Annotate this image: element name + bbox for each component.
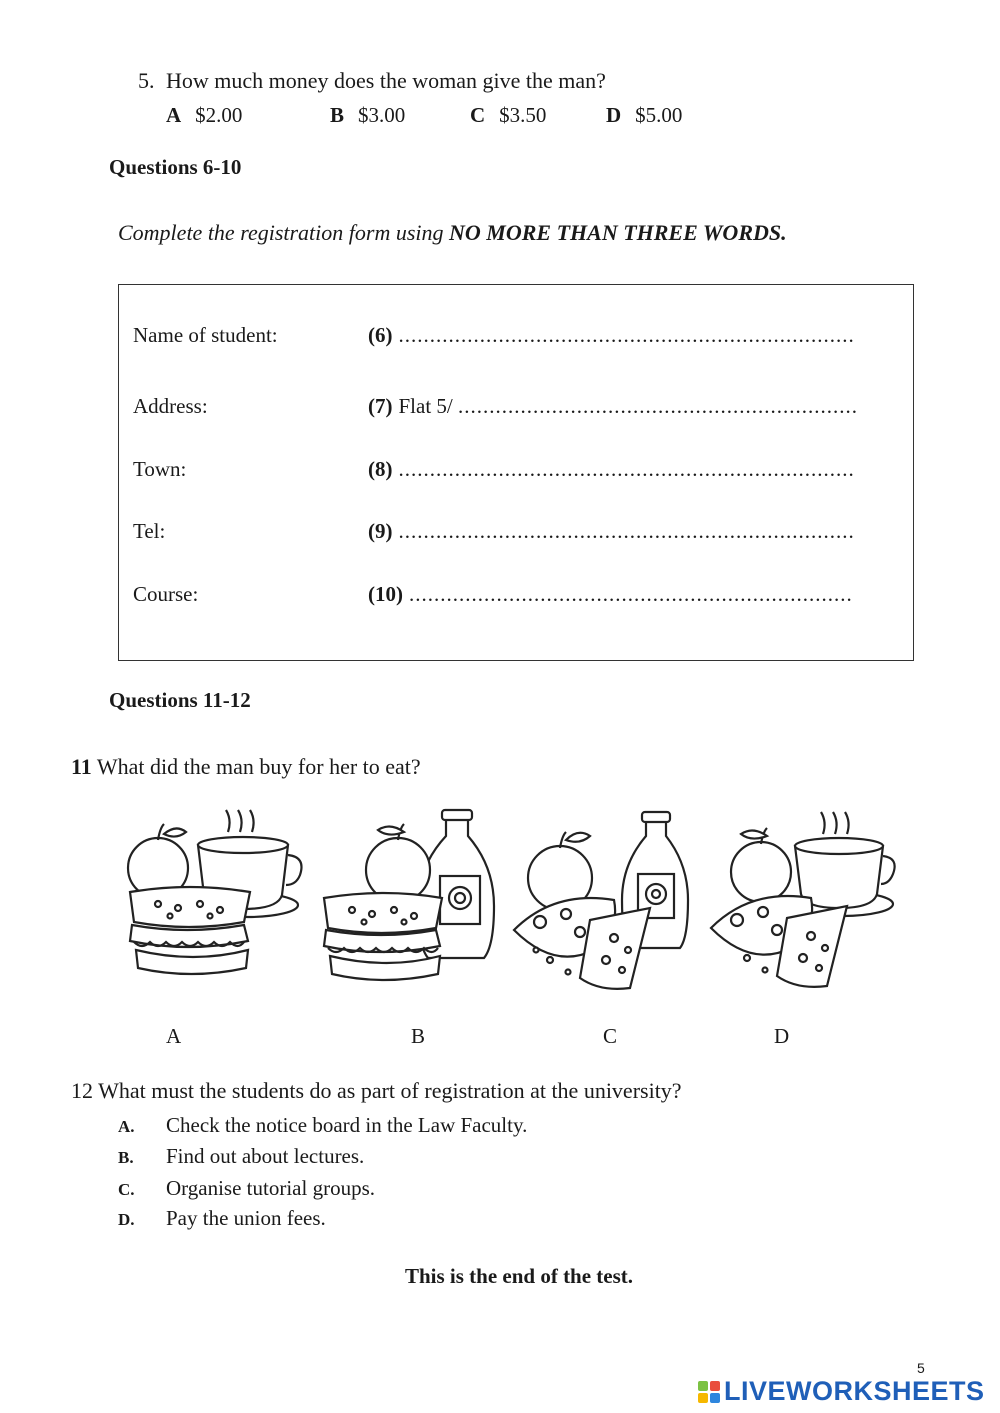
q5-option-b[interactable] — [330, 103, 405, 128]
apple-drink-pizza-icon[interactable] — [510, 800, 700, 1000]
answer-blank: ......................................................................... — [398, 519, 855, 543]
picture-label-d: D — [774, 1024, 790, 1048]
field-prefill: Flat 5/ — [398, 394, 453, 418]
section-title-6-10: Questions 6-10 — [109, 155, 242, 179]
option-letter: A — [166, 103, 182, 127]
option-letter: B — [330, 103, 345, 127]
q11-stem — [71, 754, 421, 780]
liveworksheets-logo-icon — [697, 1380, 721, 1404]
q12-option-c[interactable]: Organise tutorial groups. — [166, 1176, 375, 1200]
picture-label-b: B — [411, 1024, 426, 1048]
option-letter: D — [606, 103, 622, 127]
answer-blank: ......................................................................... — [398, 323, 855, 347]
q12-option-d[interactable]: Pay the union fees. — [166, 1206, 326, 1230]
picture-label-a: A — [166, 1024, 182, 1048]
q5-stem — [138, 68, 606, 94]
field-number: (10) — [368, 582, 403, 606]
option-text: $5.00 — [635, 103, 683, 127]
form-label-address: Address: — [133, 394, 208, 418]
option-text: $2.00 — [195, 103, 243, 127]
field-number: (9) — [368, 519, 393, 543]
apple-tea-pizza-icon[interactable] — [705, 800, 900, 1000]
q5-option-a[interactable] — [166, 103, 242, 128]
q11-number: 11 — [71, 754, 92, 779]
answer-blank: ....................................................................... — [409, 582, 853, 606]
q12-option-c-letter: C. — [118, 1180, 135, 1199]
apple-sandwich-drink-icon[interactable] — [318, 800, 508, 1000]
form-field-7[interactable] — [368, 394, 858, 419]
q11-text: What did the man buy for her to eat? — [96, 754, 421, 779]
form-label-name: Name of student: — [133, 323, 278, 347]
q12-option-a[interactable]: Check the notice board in the Law Faculty. — [166, 1113, 528, 1137]
answer-blank: ......................................................................... — [398, 457, 855, 481]
q12-stem: 12 What must the students do as part of registration at the university? — [71, 1078, 682, 1103]
instruction-emphasis: NO MORE THAN THREE WORDS. — [449, 220, 787, 245]
option-letter: C — [470, 103, 486, 127]
form-field-6[interactable] — [368, 323, 855, 348]
instruction-6-10 — [118, 220, 787, 246]
form-field-9[interactable] — [368, 519, 855, 544]
instruction-text: Complete the registration form using — [118, 220, 450, 245]
q5-option-d[interactable] — [606, 103, 682, 128]
answer-blank: ................................................................ — [458, 394, 859, 418]
form-label-town: Town: — [133, 457, 187, 481]
q5-text: How much money does the woman give the man? — [166, 68, 606, 93]
form-field-10[interactable] — [368, 582, 853, 607]
brand-wordmark[interactable]: LIVEWORKSHEETS — [724, 1376, 985, 1406]
picture-label-c: C — [603, 1024, 618, 1048]
end-of-test: This is the end of the test. — [404, 1264, 634, 1288]
q12-option-a-letter: A. — [118, 1117, 135, 1136]
option-text: $3.50 — [499, 103, 547, 127]
apple-tea-sandwich-icon[interactable] — [118, 800, 303, 1000]
form-label-tel: Tel: — [133, 519, 166, 543]
q12-option-d-letter: D. — [118, 1210, 135, 1229]
form-label-course: Course: — [133, 582, 199, 606]
option-text: $3.00 — [358, 103, 406, 127]
form-field-8[interactable] — [368, 457, 855, 482]
page-number: 5 — [917, 1360, 925, 1376]
q12-option-b[interactable]: Find out about lectures. — [166, 1144, 365, 1168]
field-number: (6) — [368, 323, 393, 347]
q12-option-b-letter: B. — [118, 1148, 134, 1167]
q5-option-c[interactable] — [470, 103, 546, 128]
field-number: (7) — [368, 394, 393, 418]
field-number: (8) — [368, 457, 393, 481]
section-title-11-12: Questions 11-12 — [109, 688, 251, 712]
q5-number: 5. — [138, 68, 155, 93]
